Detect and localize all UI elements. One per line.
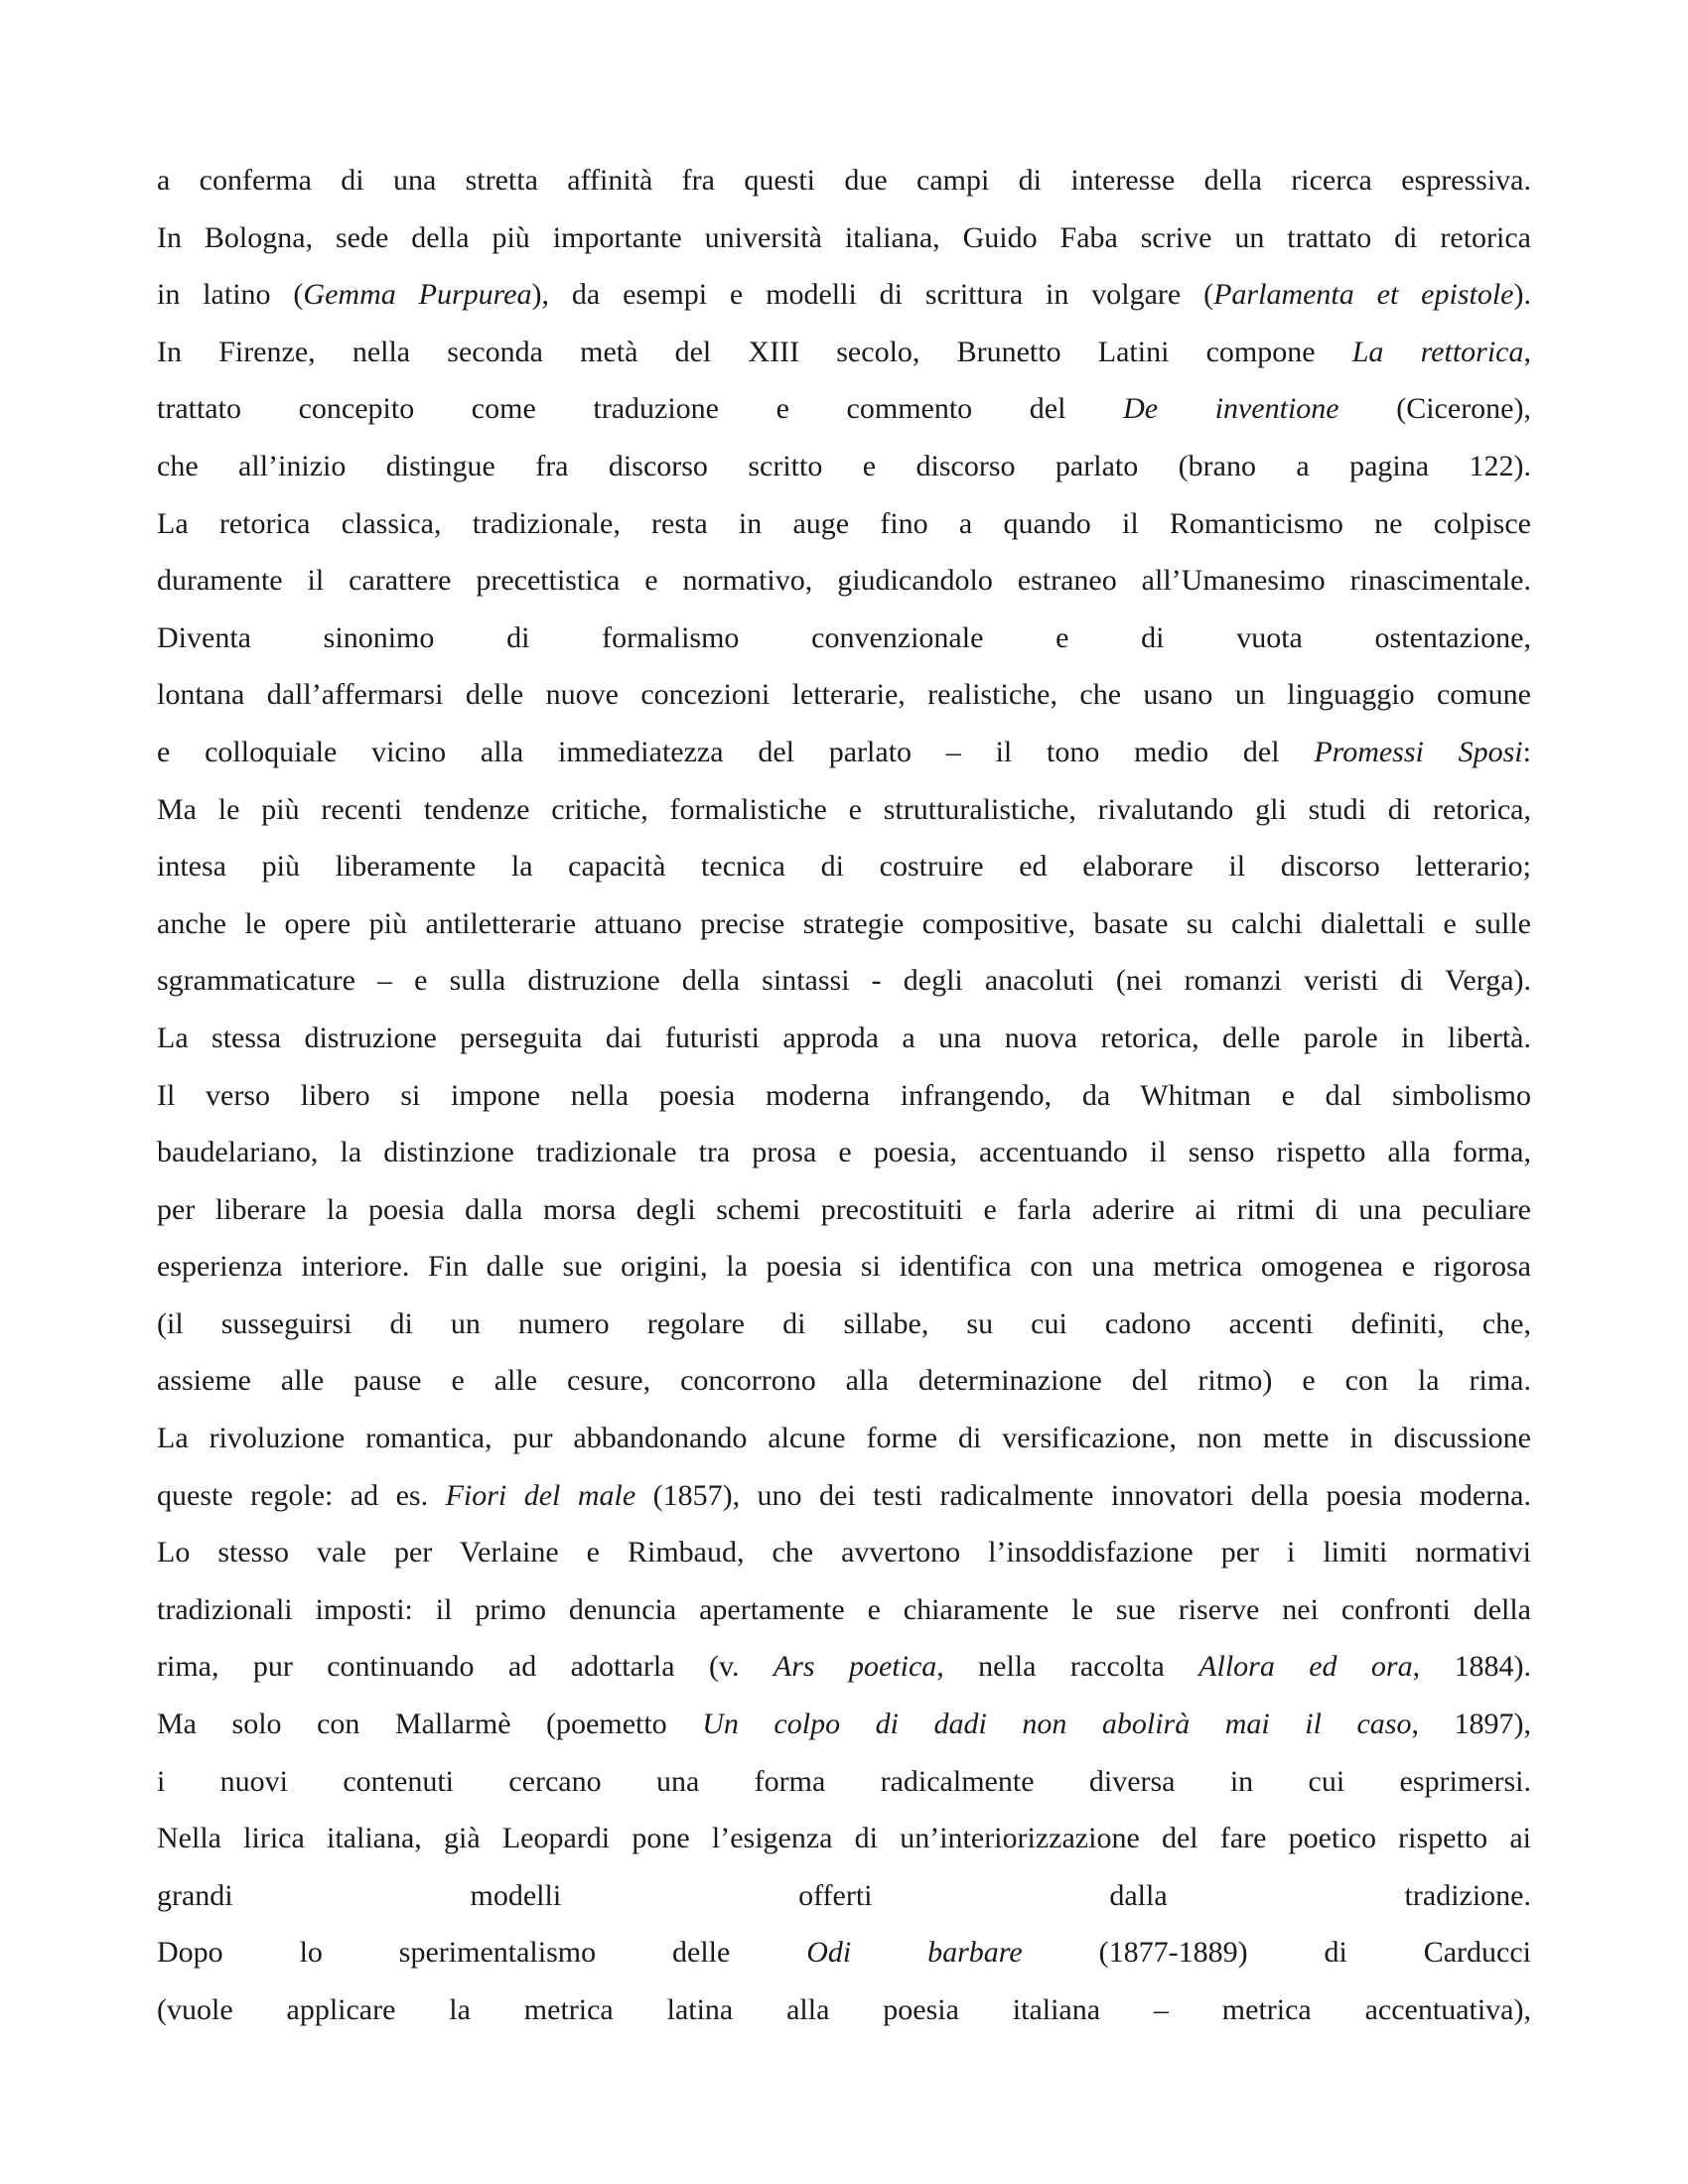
text-line — [157, 610, 1531, 667]
text-line — [157, 1238, 1531, 1296]
text-run: (vuole applicare la metrica latina alla poesia italiana – metrica accentuativa), — [157, 1993, 1531, 2026]
text-run: Il verso libero si impone nella poesia moderna infrangendo, da Whitman e dal simbolismo — [157, 1078, 1531, 1112]
italic-title: Odi barbare — [806, 1936, 1023, 1970]
text-line — [157, 1867, 1531, 1925]
text-run: , 1897), — [1411, 1707, 1531, 1741]
text-line — [157, 895, 1531, 953]
text-run: i nuovi contenuti cercano una forma radicalmente diversa in cui esprimersi. — [157, 1764, 1531, 1798]
text-line — [157, 152, 1531, 209]
text-line — [157, 324, 1531, 381]
italic-title: La rettorica — [1351, 335, 1524, 368]
text-run: Nella lirica italiana, già Leopardi pone l’esigenza di un’interiorizzazione del fare poetico rispetto ai — [157, 1822, 1531, 1855]
text-line — [157, 1181, 1531, 1239]
text-run: Dopo lo sperimentalismo delle — [157, 1936, 807, 1970]
text-run: duramente il carattere precettistica e normativo, giudicandolo estraneo all’Umanesimo rinascimentale. — [157, 564, 1531, 598]
text-run: che all’inizio distingue fra discorso scritto e discorso parlato (brano a pagina 122). — [157, 449, 1531, 482]
text-run: e colloquiale vicino alla immediatezza del parlato – il tono medio del — [157, 735, 1315, 768]
text-line — [157, 781, 1531, 839]
text-line — [157, 1352, 1531, 1410]
text-line — [157, 1524, 1531, 1581]
text-line — [157, 838, 1531, 895]
italic-title: Fiori del male — [445, 1478, 636, 1512]
text-line — [157, 1296, 1531, 1353]
italic-title: Parlamenta et epistole — [1213, 278, 1514, 312]
text-run: Lo stesso vale per Verlaine e Rimbaud, che avvertono l’insoddisfazione per i limiti normativi — [157, 1536, 1531, 1570]
text-run: , 1884). — [1412, 1650, 1531, 1684]
text-run: ). — [1513, 278, 1531, 312]
text-line — [157, 1581, 1531, 1639]
italic-title: Allora ed ora — [1198, 1650, 1413, 1684]
text-run: Ma solo con Mallarmè (poemetto — [157, 1707, 703, 1741]
text-line — [157, 438, 1531, 495]
text-run: trattato concepito come traduzione e commento del — [157, 392, 1124, 426]
text-line — [157, 266, 1531, 324]
text-run: , — [1523, 335, 1531, 368]
text-run: tradizionali imposti: il primo denuncia apertamente e chiaramente le sue riserve nei confronti della — [157, 1592, 1531, 1626]
text-run: Diventa sinonimo di formalismo convenzionale e di vuota ostentazione, — [157, 620, 1531, 654]
text-run: anche le opere più antiletterarie attuano precise strategie compositive, basate su calchi dialettali e sulle — [157, 906, 1531, 940]
text-line — [157, 1410, 1531, 1467]
text-run: (Cicerone), — [1338, 392, 1531, 426]
text-run: lontana dall’affermarsi delle nuove concezioni letterarie, realistiche, che usano un linguaggio comune — [157, 678, 1531, 712]
text-run: rima, pur continuando ad adottarla (v. — [157, 1650, 774, 1684]
text-run: grandi modelli offerti dalla tradizione. — [157, 1878, 1531, 1912]
text-run: a conferma di una stretta affinità fra questi due campi di interesse della ricerca espressiva. — [157, 164, 1531, 197]
text-line — [157, 952, 1531, 1010]
text-line — [157, 1067, 1531, 1125]
text-run: : — [1522, 735, 1531, 768]
text-run: La retorica classica, tradizionale, resta in auge fino a quando il Romanticismo ne colpisce — [157, 506, 1531, 540]
text-run: (il susseguirsi di un numero regolare di sillabe, su cui cadono accenti definiti, che, — [157, 1306, 1531, 1340]
text-line — [157, 380, 1531, 438]
text-run: assieme alle pause e alle cesure, concorrono alla determinazione del ritmo) e con la rima. — [157, 1364, 1531, 1398]
text-run: , nella raccolta — [936, 1650, 1199, 1684]
text-line — [157, 1696, 1531, 1753]
text-run: ), da esempi e modelli di scrittura in volgare ( — [531, 278, 1214, 312]
text-run: In Bologna, sede della più importante università italiana, Guido Faba scrive un trattato di retorica — [157, 220, 1531, 254]
text-line — [157, 1753, 1531, 1811]
text-run: in latino ( — [157, 278, 304, 312]
text-line — [157, 1010, 1531, 1067]
italic-title: Promessi Sposi — [1314, 735, 1523, 768]
text-run: (1877-1889) di Carducci — [1022, 1936, 1531, 1970]
italic-title: Gemma Purpurea — [303, 278, 532, 312]
text-run: La rivoluzione romantica, pur abbandonando alcune forme di versificazione, non mette in discussione — [157, 1422, 1531, 1455]
text-line — [157, 1638, 1531, 1696]
text-run: (1857), uno dei testi radicalmente innovatori della poesia moderna. — [635, 1478, 1531, 1512]
text-run: Ma le più recenti tendenze critiche, formalistiche e strutturalistiche, rivalutando gli studi di retorica, — [157, 792, 1531, 826]
text-line — [157, 666, 1531, 724]
text-run: baudelariano, la distinzione tradizionale tra prosa e poesia, accentuando il senso rispetto alla forma, — [157, 1136, 1531, 1169]
text-line — [157, 1981, 1531, 2039]
text-line — [157, 1467, 1531, 1525]
text-line — [157, 209, 1531, 267]
italic-title: Ars poetica — [773, 1650, 937, 1684]
text-line — [157, 1810, 1531, 1867]
text-run: esperienza interiore. Fin dalle sue origini, la poesia si identifica con una metrica omogenea e rigorosa — [157, 1250, 1531, 1284]
body-text — [157, 152, 1531, 2039]
italic-title: De inventione — [1123, 392, 1339, 426]
text-line — [157, 552, 1531, 610]
text-run: La stessa distruzione perseguita dai futuristi approda a una nuova retorica, delle parole in libertà. — [157, 1021, 1531, 1054]
text-line — [157, 1924, 1531, 1981]
text-run: per liberare la poesia dalla morsa degli schemi precostituiti e farla aderire ai ritmi di una peculiare — [157, 1192, 1531, 1226]
text-run: intesa più liberamente la capacità tecnica di costruire ed elaborare il discorso letterario; — [157, 850, 1531, 884]
italic-title: Un colpo di dadi non abolirà mai il caso — [702, 1707, 1412, 1741]
text-run: queste regole: ad es. — [157, 1478, 446, 1512]
text-line — [157, 1124, 1531, 1181]
text-line — [157, 724, 1531, 781]
text-run: sgrammaticature – e sulla distruzione della sintassi - degli anacoluti (nei romanzi veristi di Verga). — [157, 964, 1531, 998]
text-line — [157, 495, 1531, 553]
text-run: In Firenze, nella seconda metà del XIII secolo, Brunetto Latini compone — [157, 335, 1352, 368]
